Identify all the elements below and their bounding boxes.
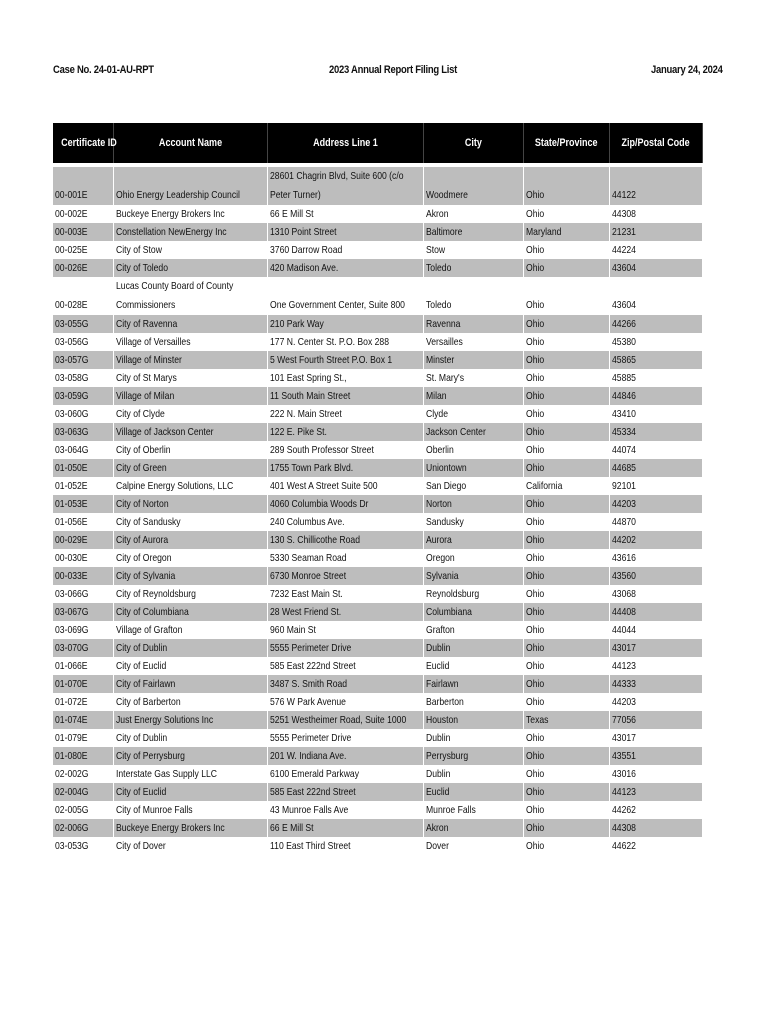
zip-cell: 43560 — [610, 567, 703, 585]
certificate-id-cell: 03-069G — [53, 621, 114, 639]
table-row — [53, 333, 703, 351]
state-cell: Ohio — [524, 657, 610, 675]
state-cell: Ohio — [524, 693, 610, 711]
city-cell: Minster — [424, 351, 524, 369]
zip-cell: 44846 — [610, 387, 703, 405]
certificate-id-cell: 03-067G — [53, 603, 114, 621]
table-row — [53, 657, 703, 675]
certificate-id-cell: 03-057G — [53, 351, 114, 369]
certificate-id-cell: 00-003E — [53, 223, 114, 241]
address-cell: 7232 East Main St. — [268, 585, 424, 603]
account-name-cell: City of Green — [114, 459, 268, 477]
city-cell: Barberton — [424, 693, 524, 711]
account-name-cell: City of Dublin — [114, 729, 268, 747]
address-cell: 1755 Town Park Blvd. — [268, 459, 424, 477]
table-body — [53, 163, 703, 855]
report-title: 2023 Annual Report Filing List — [329, 64, 458, 76]
certificate-id-cell: 03-060G — [53, 405, 114, 423]
table-row — [53, 205, 703, 223]
state-cell: Ohio — [524, 549, 610, 567]
table-row — [53, 585, 703, 603]
city-cell: Stow — [424, 241, 524, 259]
table-row — [53, 765, 703, 783]
account-name-cell: City of Stow — [114, 241, 268, 259]
column-header-certificate-id: Certificate ID — [53, 123, 114, 163]
address-cell: 5555 Perimeter Drive — [268, 639, 424, 657]
city-cell: Perrysburg — [424, 747, 524, 765]
address-cell: 585 East 222nd Street — [268, 657, 424, 675]
state-cell: Ohio — [524, 495, 610, 513]
state-cell: Ohio — [524, 259, 610, 277]
certificate-id-cell: 02-005G — [53, 801, 114, 819]
address-cell: 122 E. Pike St. — [268, 423, 424, 441]
city-cell: Jackson Center — [424, 423, 524, 441]
table-row — [53, 477, 703, 495]
zip-cell: 77056 — [610, 711, 703, 729]
address-cell: 5 West Fourth Street P.O. Box 1 — [268, 351, 424, 369]
account-name-cell: City of Sandusky — [114, 513, 268, 531]
state-cell: Ohio — [524, 241, 610, 259]
state-cell: Ohio — [524, 729, 610, 747]
account-name-cell: City of Fairlawn — [114, 675, 268, 693]
table-row — [53, 167, 703, 205]
city-cell: Aurora — [424, 531, 524, 549]
column-header-account-name: Account Name — [114, 123, 268, 163]
state-cell: Ohio — [524, 621, 610, 639]
table-row — [53, 513, 703, 531]
state-cell: Texas — [524, 711, 610, 729]
address-cell: 66 E Mill St — [268, 819, 424, 837]
certificate-id-cell: 01-079E — [53, 729, 114, 747]
zip-cell: 43604 — [610, 259, 703, 277]
state-cell: Ohio — [524, 765, 610, 783]
zip-cell: 45380 — [610, 333, 703, 351]
zip-cell: 44333 — [610, 675, 703, 693]
state-cell: Ohio — [524, 603, 610, 621]
column-header-address-line-1: Address Line 1 — [268, 123, 424, 163]
address-cell: 3760 Darrow Road — [268, 241, 424, 259]
account-name-cell: Buckeye Energy Brokers Inc — [114, 819, 268, 837]
account-name-cell: Interstate Gas Supply LLC — [114, 765, 268, 783]
address-cell: 6100 Emerald Parkway — [268, 765, 424, 783]
certificate-id-cell: 01-050E — [53, 459, 114, 477]
column-header-zip-postal-code: Zip/Postal Code — [610, 123, 703, 163]
certificate-id-cell: 02-002G — [53, 765, 114, 783]
state-cell: Ohio — [524, 801, 610, 819]
address-cell: 130 S. Chillicothe Road — [268, 531, 424, 549]
city-cell: Oberlin — [424, 441, 524, 459]
address-cell: 28 West Friend St. — [268, 603, 424, 621]
account-name-cell: City of Reynoldsburg — [114, 585, 268, 603]
certificate-id-cell: 00-029E — [53, 531, 114, 549]
certificate-id-cell: 03-070G — [53, 639, 114, 657]
zip-cell: 43551 — [610, 747, 703, 765]
account-name-cell: City of Sylvania — [114, 567, 268, 585]
certificate-id-cell: 01-070E — [53, 675, 114, 693]
city-cell: Norton — [424, 495, 524, 513]
certificate-id-cell: 01-053E — [53, 495, 114, 513]
table-row — [53, 277, 703, 315]
city-cell: Ravenna — [424, 315, 524, 333]
table-row — [53, 621, 703, 639]
certificate-id-cell: 03-055G — [53, 315, 114, 333]
zip-cell: 43017 — [610, 639, 703, 657]
table-row — [53, 675, 703, 693]
city-cell: Uniontown — [424, 459, 524, 477]
account-name-cell: City of Munroe Falls — [114, 801, 268, 819]
certificate-id-cell: 03-066G — [53, 585, 114, 603]
zip-cell: 21231 — [610, 223, 703, 241]
certificate-id-cell: 02-006G — [53, 819, 114, 837]
certificate-id-cell: 03-056G — [53, 333, 114, 351]
address-cell: 3487 S. Smith Road — [268, 675, 424, 693]
certificate-id-cell: 00-025E — [53, 241, 114, 259]
address-cell: 576 W Park Avenue — [268, 693, 424, 711]
address-cell: 101 East Spring St., — [268, 369, 424, 387]
city-cell: Reynoldsburg — [424, 585, 524, 603]
certificate-id-cell: 02-004G — [53, 783, 114, 801]
city-cell: Columbiana — [424, 603, 524, 621]
zip-cell: 44203 — [610, 495, 703, 513]
account-name-cell: City of Columbiana — [114, 603, 268, 621]
table-row — [53, 369, 703, 387]
account-name-cell: Village of Versailles — [114, 333, 268, 351]
address-cell: 585 East 222nd Street — [268, 783, 424, 801]
state-cell: Ohio — [524, 441, 610, 459]
certificate-id-cell: 00-033E — [53, 567, 114, 585]
zip-cell: 45865 — [610, 351, 703, 369]
city-cell: Akron — [424, 819, 524, 837]
table-row — [53, 495, 703, 513]
address-cell: 1310 Point Street — [268, 223, 424, 241]
address-cell: 201 W. Indiana Ave. — [268, 747, 424, 765]
state-cell: Ohio — [524, 205, 610, 223]
city-cell: Houston — [424, 711, 524, 729]
zip-cell: 44308 — [610, 819, 703, 837]
table-row — [53, 549, 703, 567]
state-cell: Ohio — [524, 333, 610, 351]
address-cell: 6730 Monroe Street — [268, 567, 424, 585]
table-row — [53, 259, 703, 277]
account-name-cell: City of Barberton — [114, 693, 268, 711]
zip-cell: 44074 — [610, 441, 703, 459]
address-cell: 5251 Westheimer Road, Suite 1000 — [268, 711, 424, 729]
zip-cell: 45885 — [610, 369, 703, 387]
certificate-id-cell: 03-058G — [53, 369, 114, 387]
certificate-id-cell: 03-064G — [53, 441, 114, 459]
filing-list-table — [53, 123, 703, 855]
zip-cell: 44622 — [610, 837, 703, 855]
account-name-cell: Village of Jackson Center — [114, 423, 268, 441]
certificate-id-cell: 03-063G — [53, 423, 114, 441]
certificate-id-cell: 00-028E — [53, 277, 114, 315]
column-header-city: City — [424, 123, 524, 163]
zip-cell: 44123 — [610, 783, 703, 801]
account-name-cell: City of Clyde — [114, 405, 268, 423]
table-row — [53, 603, 703, 621]
zip-cell: 44870 — [610, 513, 703, 531]
table-row — [53, 639, 703, 657]
state-cell: Ohio — [524, 675, 610, 693]
address-cell: 4060 Columbia Woods Dr — [268, 495, 424, 513]
zip-cell: 44044 — [610, 621, 703, 639]
zip-cell: 45334 — [610, 423, 703, 441]
city-cell: Dublin — [424, 729, 524, 747]
city-cell: Oregon — [424, 549, 524, 567]
zip-cell: 92101 — [610, 477, 703, 495]
zip-cell: 43410 — [610, 405, 703, 423]
city-cell: Euclid — [424, 783, 524, 801]
state-cell: Ohio — [524, 639, 610, 657]
address-cell: 289 South Professor Street — [268, 441, 424, 459]
table-header-row — [53, 123, 703, 163]
address-cell: 5555 Perimeter Drive — [268, 729, 424, 747]
table-row — [53, 459, 703, 477]
account-name-cell: Lucas County Board of County Commissioners — [114, 277, 268, 315]
column-header-state-province: State/Province — [524, 123, 610, 163]
city-cell: Fairlawn — [424, 675, 524, 693]
account-name-cell: Buckeye Energy Brokers Inc — [114, 205, 268, 223]
state-cell: Ohio — [524, 369, 610, 387]
address-cell: 401 West A Street Suite 500 — [268, 477, 424, 495]
table-row — [53, 729, 703, 747]
table-row — [53, 351, 703, 369]
state-cell: Ohio — [524, 819, 610, 837]
account-name-cell: City of Dover — [114, 837, 268, 855]
certificate-id-cell: 01-074E — [53, 711, 114, 729]
zip-cell: 43068 — [610, 585, 703, 603]
account-name-cell: City of Euclid — [114, 657, 268, 675]
city-cell: San Diego — [424, 477, 524, 495]
table-row — [53, 315, 703, 333]
city-cell: Toledo — [424, 277, 524, 315]
certificate-id-cell: 01-056E — [53, 513, 114, 531]
account-name-cell: City of Ravenna — [114, 315, 268, 333]
account-name-cell: Village of Grafton — [114, 621, 268, 639]
certificate-id-cell: 03-053G — [53, 837, 114, 855]
city-cell: Dublin — [424, 639, 524, 657]
city-cell: Toledo — [424, 259, 524, 277]
address-cell: 28601 Chagrin Blvd, Suite 600 (c/o Peter Turner) — [268, 167, 424, 205]
zip-cell: 43017 — [610, 729, 703, 747]
state-cell: Ohio — [524, 747, 610, 765]
state-cell: California — [524, 477, 610, 495]
certificate-id-cell: 01-052E — [53, 477, 114, 495]
zip-cell: 43016 — [610, 765, 703, 783]
account-name-cell: Constellation NewEnergy Inc — [114, 223, 268, 241]
state-cell: Ohio — [524, 837, 610, 855]
city-cell: Euclid — [424, 657, 524, 675]
city-cell: Sandusky — [424, 513, 524, 531]
certificate-id-cell: 03-059G — [53, 387, 114, 405]
certificate-id-cell: 00-030E — [53, 549, 114, 567]
state-cell: Ohio — [524, 351, 610, 369]
city-cell: Grafton — [424, 621, 524, 639]
zip-cell: 44685 — [610, 459, 703, 477]
zip-cell: 44203 — [610, 693, 703, 711]
zip-cell: 44224 — [610, 241, 703, 259]
city-cell: Sylvania — [424, 567, 524, 585]
zip-cell: 43604 — [610, 277, 703, 315]
state-cell: Ohio — [524, 531, 610, 549]
address-cell: 960 Main St — [268, 621, 424, 639]
table-row — [53, 423, 703, 441]
table-row — [53, 223, 703, 241]
state-cell: Ohio — [524, 423, 610, 441]
state-cell: Ohio — [524, 387, 610, 405]
state-cell: Ohio — [524, 783, 610, 801]
state-cell: Ohio — [524, 459, 610, 477]
city-cell: Munroe Falls — [424, 801, 524, 819]
account-name-cell: City of Oregon — [114, 549, 268, 567]
city-cell: Woodmere — [424, 167, 524, 205]
state-cell: Ohio — [524, 167, 610, 205]
case-number: Case No. 24-01-AU-RPT — [53, 64, 154, 76]
table-row — [53, 801, 703, 819]
account-name-cell: City of Euclid — [114, 783, 268, 801]
table-row — [53, 441, 703, 459]
city-cell: Versailles — [424, 333, 524, 351]
account-name-cell: Village of Milan — [114, 387, 268, 405]
table-row — [53, 531, 703, 549]
address-cell: 420 Madison Ave. — [268, 259, 424, 277]
state-cell: Ohio — [524, 405, 610, 423]
state-cell: Maryland — [524, 223, 610, 241]
zip-cell: 44266 — [610, 315, 703, 333]
certificate-id-cell: 01-072E — [53, 693, 114, 711]
address-cell: 177 N. Center St. P.O. Box 288 — [268, 333, 424, 351]
table-row — [53, 241, 703, 259]
address-cell: 210 Park Way — [268, 315, 424, 333]
state-cell: Ohio — [524, 567, 610, 585]
certificate-id-cell: 01-080E — [53, 747, 114, 765]
table-row — [53, 711, 703, 729]
certificate-id-cell: 01-066E — [53, 657, 114, 675]
zip-cell: 44123 — [610, 657, 703, 675]
city-cell: Milan — [424, 387, 524, 405]
state-cell: Ohio — [524, 277, 610, 315]
city-cell: St. Mary's — [424, 369, 524, 387]
city-cell: Akron — [424, 205, 524, 223]
account-name-cell: Calpine Energy Solutions, LLC — [114, 477, 268, 495]
address-cell: One Government Center, Suite 800 — [268, 277, 424, 315]
city-cell: Baltimore — [424, 223, 524, 241]
zip-cell: 44308 — [610, 205, 703, 223]
account-name-cell: City of Norton — [114, 495, 268, 513]
city-cell: Clyde — [424, 405, 524, 423]
address-cell: 66 E Mill St — [268, 205, 424, 223]
certificate-id-cell: 00-002E — [53, 205, 114, 223]
zip-cell: 43616 — [610, 549, 703, 567]
city-cell: Dublin — [424, 765, 524, 783]
address-cell: 110 East Third Street — [268, 837, 424, 855]
certificate-id-cell: 00-001E — [53, 167, 114, 205]
address-cell: 240 Columbus Ave. — [268, 513, 424, 531]
table-row — [53, 567, 703, 585]
account-name-cell: City of St Marys — [114, 369, 268, 387]
account-name-cell: City of Oberlin — [114, 441, 268, 459]
account-name-cell: City of Perrysburg — [114, 747, 268, 765]
account-name-cell: Ohio Energy Leadership Council — [114, 167, 268, 205]
zip-cell: 44202 — [610, 531, 703, 549]
table-row — [53, 837, 703, 855]
account-name-cell: Village of Minster — [114, 351, 268, 369]
zip-cell: 44262 — [610, 801, 703, 819]
city-cell: Dover — [424, 837, 524, 855]
table-row — [53, 747, 703, 765]
state-cell: Ohio — [524, 585, 610, 603]
address-cell: 222 N. Main Street — [268, 405, 424, 423]
table-row — [53, 693, 703, 711]
table-row — [53, 405, 703, 423]
certificate-id-cell: 00-026E — [53, 259, 114, 277]
table-row — [53, 783, 703, 801]
account-name-cell: City of Aurora — [114, 531, 268, 549]
address-cell: 11 South Main Street — [268, 387, 424, 405]
state-cell: Ohio — [524, 315, 610, 333]
zip-cell: 44122 — [610, 167, 703, 205]
address-cell: 5330 Seaman Road — [268, 549, 424, 567]
account-name-cell: Just Energy Solutions Inc — [114, 711, 268, 729]
report-date: January 24, 2024 — [651, 64, 723, 76]
table-row — [53, 387, 703, 405]
zip-cell: 44408 — [610, 603, 703, 621]
account-name-cell: City of Toledo — [114, 259, 268, 277]
table-row — [53, 819, 703, 837]
address-cell: 43 Munroe Falls Ave — [268, 801, 424, 819]
account-name-cell: City of Dublin — [114, 639, 268, 657]
state-cell: Ohio — [524, 513, 610, 531]
